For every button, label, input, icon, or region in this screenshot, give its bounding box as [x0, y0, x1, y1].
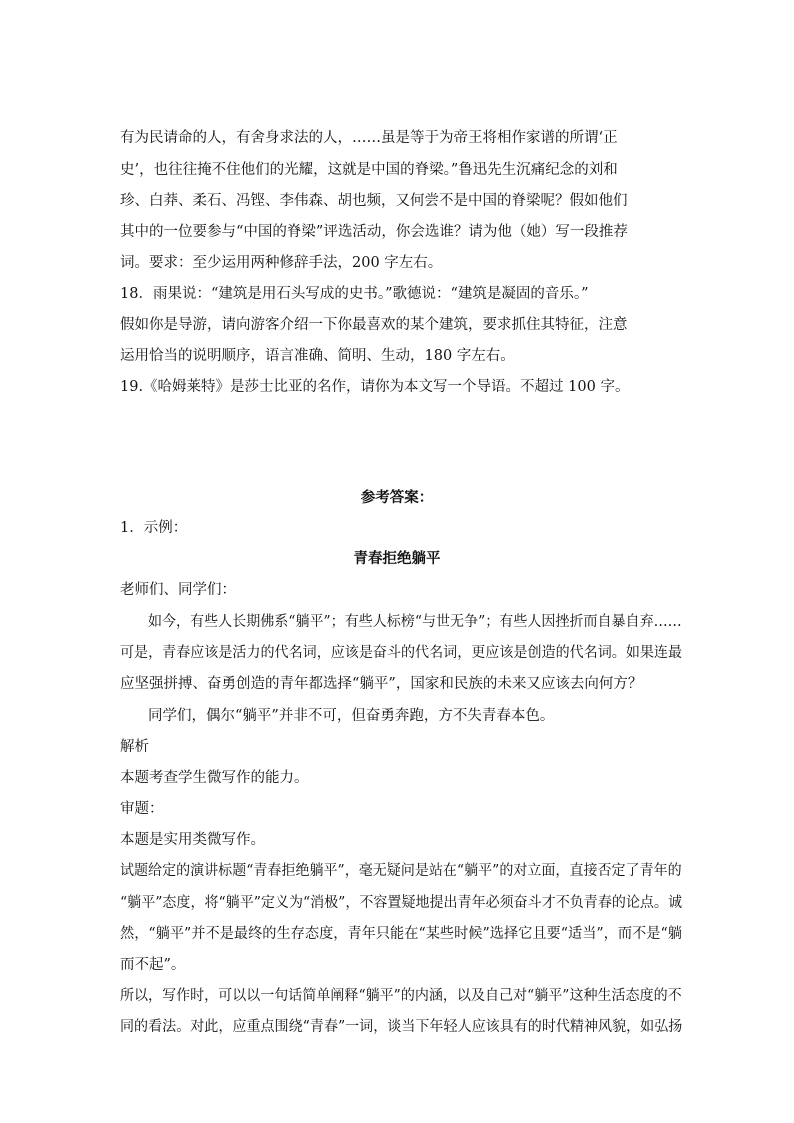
answer-1-label: 1．示例： — [120, 520, 188, 536]
essay-title: 青春拒绝躺平 — [353, 550, 441, 567]
question-18-line: 运用恰当的说明顺序，语言准确、简明、生动，180 字左右。 — [120, 348, 515, 364]
essay-paragraph-line: 可是，青春应该是活力的代名词，应该是奋斗的代名词，更应该是创造的代名词。如果连最 — [120, 645, 683, 661]
shenti-label: 审题： — [120, 801, 164, 817]
question-18-line: 18．雨果说：“建筑是用石头写成的史书。”歌德说：“建筑是凝固的音乐。” — [120, 286, 589, 302]
analysis-body-line: 然，“躺平”并不是最终的生存态度，青年只能在“某些时候”选择它且要“适当”，而不是“躺 — [120, 926, 682, 942]
shenti-text: 本题是实用类微写作。 — [120, 832, 265, 848]
analysis-body-line: 同的看法。对此，应重点围绕“青春”一词，谈当下年轻人应该具有的时代精神风貌，如弘扬 — [120, 1019, 683, 1035]
essay-paragraph-line: 如今，有些人长期佛系“躺平”；有些人标榜“与世无争”；有些人因挫折而自暴自弃…… — [148, 614, 682, 630]
analysis-body-line: 而不起”。 — [120, 957, 186, 973]
essay-paragraph-line: 同学们，偶尔“躺平”并非不可，但奋勇奔跑，方不失青春本色。 — [148, 708, 555, 724]
question-17-line: 词。要求：至少运用两种修辞手法，200 字左右。 — [120, 255, 443, 271]
analysis-text: 本题考查学生微写作的能力。 — [120, 770, 309, 786]
question-19-line: 19.《哈姆莱特》是莎士比亚的名作，请你为本文写一个导语。不超过 100 字。 — [120, 379, 630, 395]
essay-paragraph-line: 应坚强拼搏、奋勇创造的青年都选择“躺平”，国家和民族的未来又应该去向何方？ — [120, 676, 643, 692]
analysis-body-line: 所以，写作时，可以以一句话简单阐释“躺平”的内涵，以及自己对“躺平”这种生活态度的不 — [120, 988, 682, 1004]
essay-salutation: 老师们、同学们： — [120, 582, 236, 598]
analysis-body-line: 试题给定的演讲标题“青春拒绝躺平”，毫无疑问是站在“躺平”的对立面，直接否定了青年的 — [120, 863, 682, 879]
question-17-line: 史’，也往往掩不住他们的光耀，这就是中国的脊梁。”鲁迅先生沉痛纪念的刘和 — [120, 162, 618, 178]
question-17-line: 珍、白莽、柔石、冯铿、李伟森、胡也频，又何尝不是中国的脊梁呢？假如他们 — [120, 193, 628, 209]
question-17-line: 有为民请命的人，有舍身求法的人，……虽是等于为帝王将相作家谱的所谓‘正 — [120, 130, 618, 146]
answers-heading: 参考答案： — [360, 489, 434, 506]
question-18-line: 假如你是导游，请向游客介绍一下你最喜欢的某个建筑，要求抓住其特征，注意 — [120, 317, 628, 333]
analysis-label: 解析 — [120, 739, 149, 755]
analysis-body-line: “躺平”态度，将“躺平”定义为“消极”，不容置疑地提出青年必须奋斗才不负青春的论点。诚 — [120, 895, 682, 911]
question-17-line: 其中的一位要参与“中国的脊梁”评选活动，你会选谁？请为他（她）写一段推荐 — [120, 224, 628, 240]
